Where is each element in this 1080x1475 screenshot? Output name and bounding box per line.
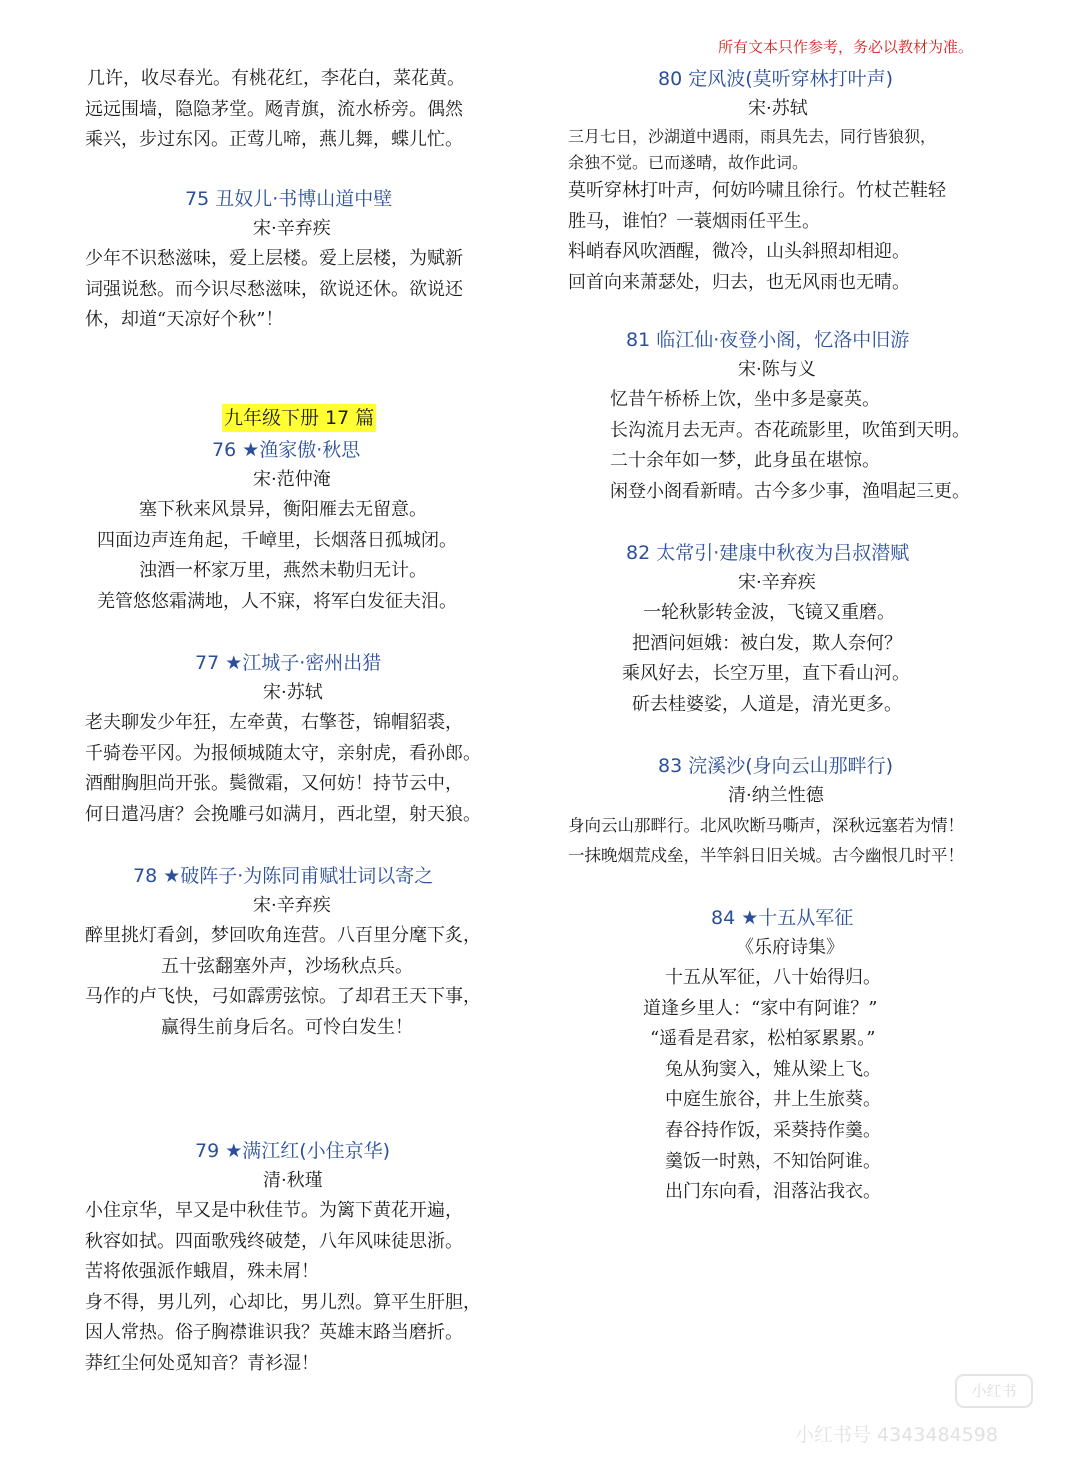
poem-line: “遥看是君家，松柏冢累累。” — [650, 1028, 876, 1050]
poem-line: 出门东向看，泪落沾我衣。 — [665, 1181, 881, 1203]
poem-number: 77 — [195, 652, 220, 674]
poem-number: 83 — [658, 755, 683, 777]
poem-line: 塞下秋来风景异，衡阳雁去无留意。 — [139, 499, 427, 520]
poem-line: 五十弦翻塞外声，沙场秋点兵。 — [161, 955, 413, 977]
poem-title-text: 丑奴儿·书博山道中壁 — [215, 188, 393, 210]
poem-line: 一抹晚烟荒戍垒，半竿斜日旧关城。古今幽恨几时平！ — [568, 846, 964, 865]
poem-line: 道逢乡里人：“家中有阿谁？” — [643, 997, 878, 1019]
poem-line: 回首向来萧瑟处，归去，也无风雨也无晴。 — [568, 271, 910, 293]
poem-83 — [568, 751, 1018, 871]
poem-line: 料峭春风吹酒醒，微冷，山头斜照却相迎。 — [568, 241, 910, 263]
poem-title-text: 浣溪沙(身向云山那畔行) — [688, 755, 894, 777]
poem-line: 二十余年如一梦，此身虽在堪惊。 — [610, 450, 880, 472]
poem-line: 兔从狗窦入，雉从梁上飞。 — [665, 1058, 881, 1080]
poem-author: 《乐府诗集》 — [736, 937, 844, 958]
poem-author: 宋·苏轼 — [748, 98, 808, 119]
poem-title — [85, 435, 530, 465]
poem-line: 一轮秋影转金波，飞镜又重磨。 — [643, 602, 895, 623]
poem-line: 胜马，谁怕？一蓑烟雨任平生。 — [568, 210, 820, 232]
poem-title — [85, 184, 530, 214]
poem-line: 身向云山那畔行。北风吹断马嘶声，深秋远塞若为情！ — [568, 816, 964, 835]
poem-line: 少年不识愁滋味，爱上层楼。爱上层楼，为赋新 — [85, 248, 463, 269]
poem-line: 身不得，男儿列，心却比，男儿烈。算平生肝胆， — [85, 1291, 481, 1313]
poem-line: 词强说愁。而今识尽愁滋味，欲说还休。欲说还 — [85, 278, 463, 300]
poem-line: 马作的卢飞快，弓如霹雳弦惊。了却君王天下事， — [85, 986, 481, 1008]
poem-author: 宋·辛弃疾 — [253, 895, 331, 916]
poem-line: 莽红尘何处觅知音？青衫湿！ — [85, 1352, 319, 1374]
poem-line: 羌管悠悠霜满地，人不寐，将军白发征夫泪。 — [97, 590, 457, 612]
poem-line: 小住京华，早又是中秋佳节。为篱下黄花开遍， — [85, 1200, 463, 1221]
poem-81 — [568, 325, 1018, 507]
poem-title-text: ★满江红(小住京华) — [225, 1140, 391, 1162]
poem-84 — [568, 903, 1018, 1208]
poem-line: 何日遣冯唐？会挽雕弓如满月，西北望，射天狼。 — [85, 803, 481, 825]
poem-line: 赢得生前身后名。可怜白发生！ — [161, 1016, 413, 1038]
poem-title-text: 临江仙·夜登小阁，忆洛中旧游 — [656, 329, 910, 351]
poem-line: 斫去桂婆娑，人道是，清光更多。 — [632, 693, 902, 715]
poem-line: 中庭生旅谷，井上生旅葵。 — [665, 1089, 881, 1111]
poem-82 — [568, 538, 1018, 720]
poem-76 — [85, 435, 530, 617]
poem-line: 四面边声连角起，千嶂里，长烟落日孤城闭。 — [97, 529, 457, 551]
poem-author: 清·纳兰性德 — [728, 785, 824, 806]
poem-line: 乘兴，步过东冈。正莺儿啼，燕儿舞，蝶儿忙。 — [85, 129, 463, 151]
poem-title — [568, 64, 1018, 94]
poem-line: 乘风好去，长空万里，直下看山河。 — [622, 663, 910, 685]
poem-preface: 余独不觉。已而遂晴，故作此词。 — [568, 153, 809, 172]
poem-title — [568, 538, 1018, 568]
poem-line: 十五从军征，八十始得归。 — [665, 967, 881, 988]
poem-title — [568, 751, 1018, 781]
poem-line: 休，却道“天凉好个秋”！ — [85, 309, 284, 331]
poem-number: 78 — [133, 865, 158, 887]
poem-77 — [85, 648, 530, 830]
watermark-text: 小红书号 4343484598 — [795, 1424, 998, 1446]
poem-line: 把酒问姮娥：被白发，欺人奈何？ — [632, 632, 902, 654]
poem-line: 秋容如拭。四面歌残终破楚，八年风味徒思浙。 — [85, 1230, 463, 1252]
poem-number: 84 — [711, 907, 736, 929]
poem-line: 苦将侬强派作蛾眉，殊未屑！ — [85, 1261, 319, 1283]
poem-author: 宋·苏轼 — [263, 682, 323, 703]
poem-line: 长沟流月去无声。杏花疏影里，吹笛到天明。 — [610, 419, 970, 441]
poem-author: 宋·辛弃疾 — [253, 218, 331, 239]
poem-line: 醉里挑灯看剑，梦回吹角连营。八百里分麾下炙， — [85, 925, 481, 946]
poem-number: 81 — [626, 329, 651, 351]
poem-title — [568, 325, 1018, 355]
poem-title-text: ★江城子·密州出猎 — [225, 652, 382, 674]
poem-number: 82 — [626, 542, 651, 564]
poem-title — [568, 903, 1018, 933]
poem-author: 宋·辛弃疾 — [738, 572, 816, 593]
poem-line: 忆昔午桥桥上饮，坐中多是豪英。 — [610, 389, 880, 410]
poem-title — [85, 648, 530, 678]
poem-author: 宋·范仲淹 — [253, 469, 331, 490]
poem-title-text: ★十五从军征 — [741, 907, 854, 929]
poem-line: 远远围墙，隐隐茅堂。飏青旗，流水桥旁。偶然 — [85, 98, 463, 120]
poem-line: 莫听穿林打叶声，何妨吟啸且徐行。竹杖芒鞋轻 — [568, 180, 946, 201]
poem-line: 羹饭一时熟，不知饴阿谁。 — [665, 1150, 881, 1172]
poem-80 — [568, 64, 1018, 298]
poem-line: 千骑卷平冈。为报倾城随太守，亲射虎，看孙郎。 — [85, 742, 481, 764]
poem-title — [85, 861, 530, 891]
grade-banner: 九年级下册 17 篇 — [222, 404, 376, 432]
poem-number: 79 — [195, 1140, 220, 1162]
poem-line: 因人常热。俗子胸襟谁识我？英雄末路当磨折。 — [85, 1322, 463, 1344]
disclaimer-notice: 所有文本只作参考，务必以教材为准。 — [718, 38, 974, 56]
poem-79 — [85, 1136, 530, 1380]
watermark-logo: 小红书 — [955, 1374, 1033, 1408]
poem-line: 闲登小阁看新晴。古今多少事，渔唱起三更。 — [610, 480, 970, 502]
poem-number: 75 — [185, 188, 210, 210]
poem-number: 76 — [212, 439, 237, 461]
left-column — [85, 64, 530, 1374]
poem-preface: 三月七日，沙湖道中遇雨，雨具先去，同行皆狼狈， — [568, 127, 937, 146]
poem-title-text: 定风波(莫听穿林打叶声) — [688, 68, 894, 90]
poem-author: 清·秋瑾 — [263, 1170, 323, 1191]
poem-78 — [85, 861, 530, 1043]
poem-line: 浊酒一杯家万里，燕然未勒归无计。 — [139, 560, 427, 582]
poem-line: 老夫聊发少年狂，左牵黄，右擎苍，锦帽貂裘， — [85, 712, 463, 733]
poem-title-text: 太常引·建康中秋夜为吕叔潜赋 — [656, 542, 910, 564]
poem-title-text: ★破阵子·为陈同甫赋壮词以寄之 — [163, 865, 434, 887]
poem-title — [85, 1136, 530, 1166]
grade-section-heading — [222, 404, 376, 432]
poem-line: 酒酣胸胆尚开张。鬓微霜，又何妨！持节云中， — [85, 773, 463, 795]
intro-fragment — [85, 64, 530, 156]
poem-author: 宋·陈与义 — [738, 359, 816, 380]
poem-line: 舂谷持作饭，采葵持作羹。 — [665, 1119, 881, 1141]
poem-title-text: ★渔家傲·秋思 — [242, 439, 361, 461]
poem-75 — [85, 184, 530, 336]
poem-number: 80 — [658, 68, 683, 90]
poem-line: 几许，收尽春光。有桃花红，李花白，菜花黄。 — [87, 68, 465, 89]
